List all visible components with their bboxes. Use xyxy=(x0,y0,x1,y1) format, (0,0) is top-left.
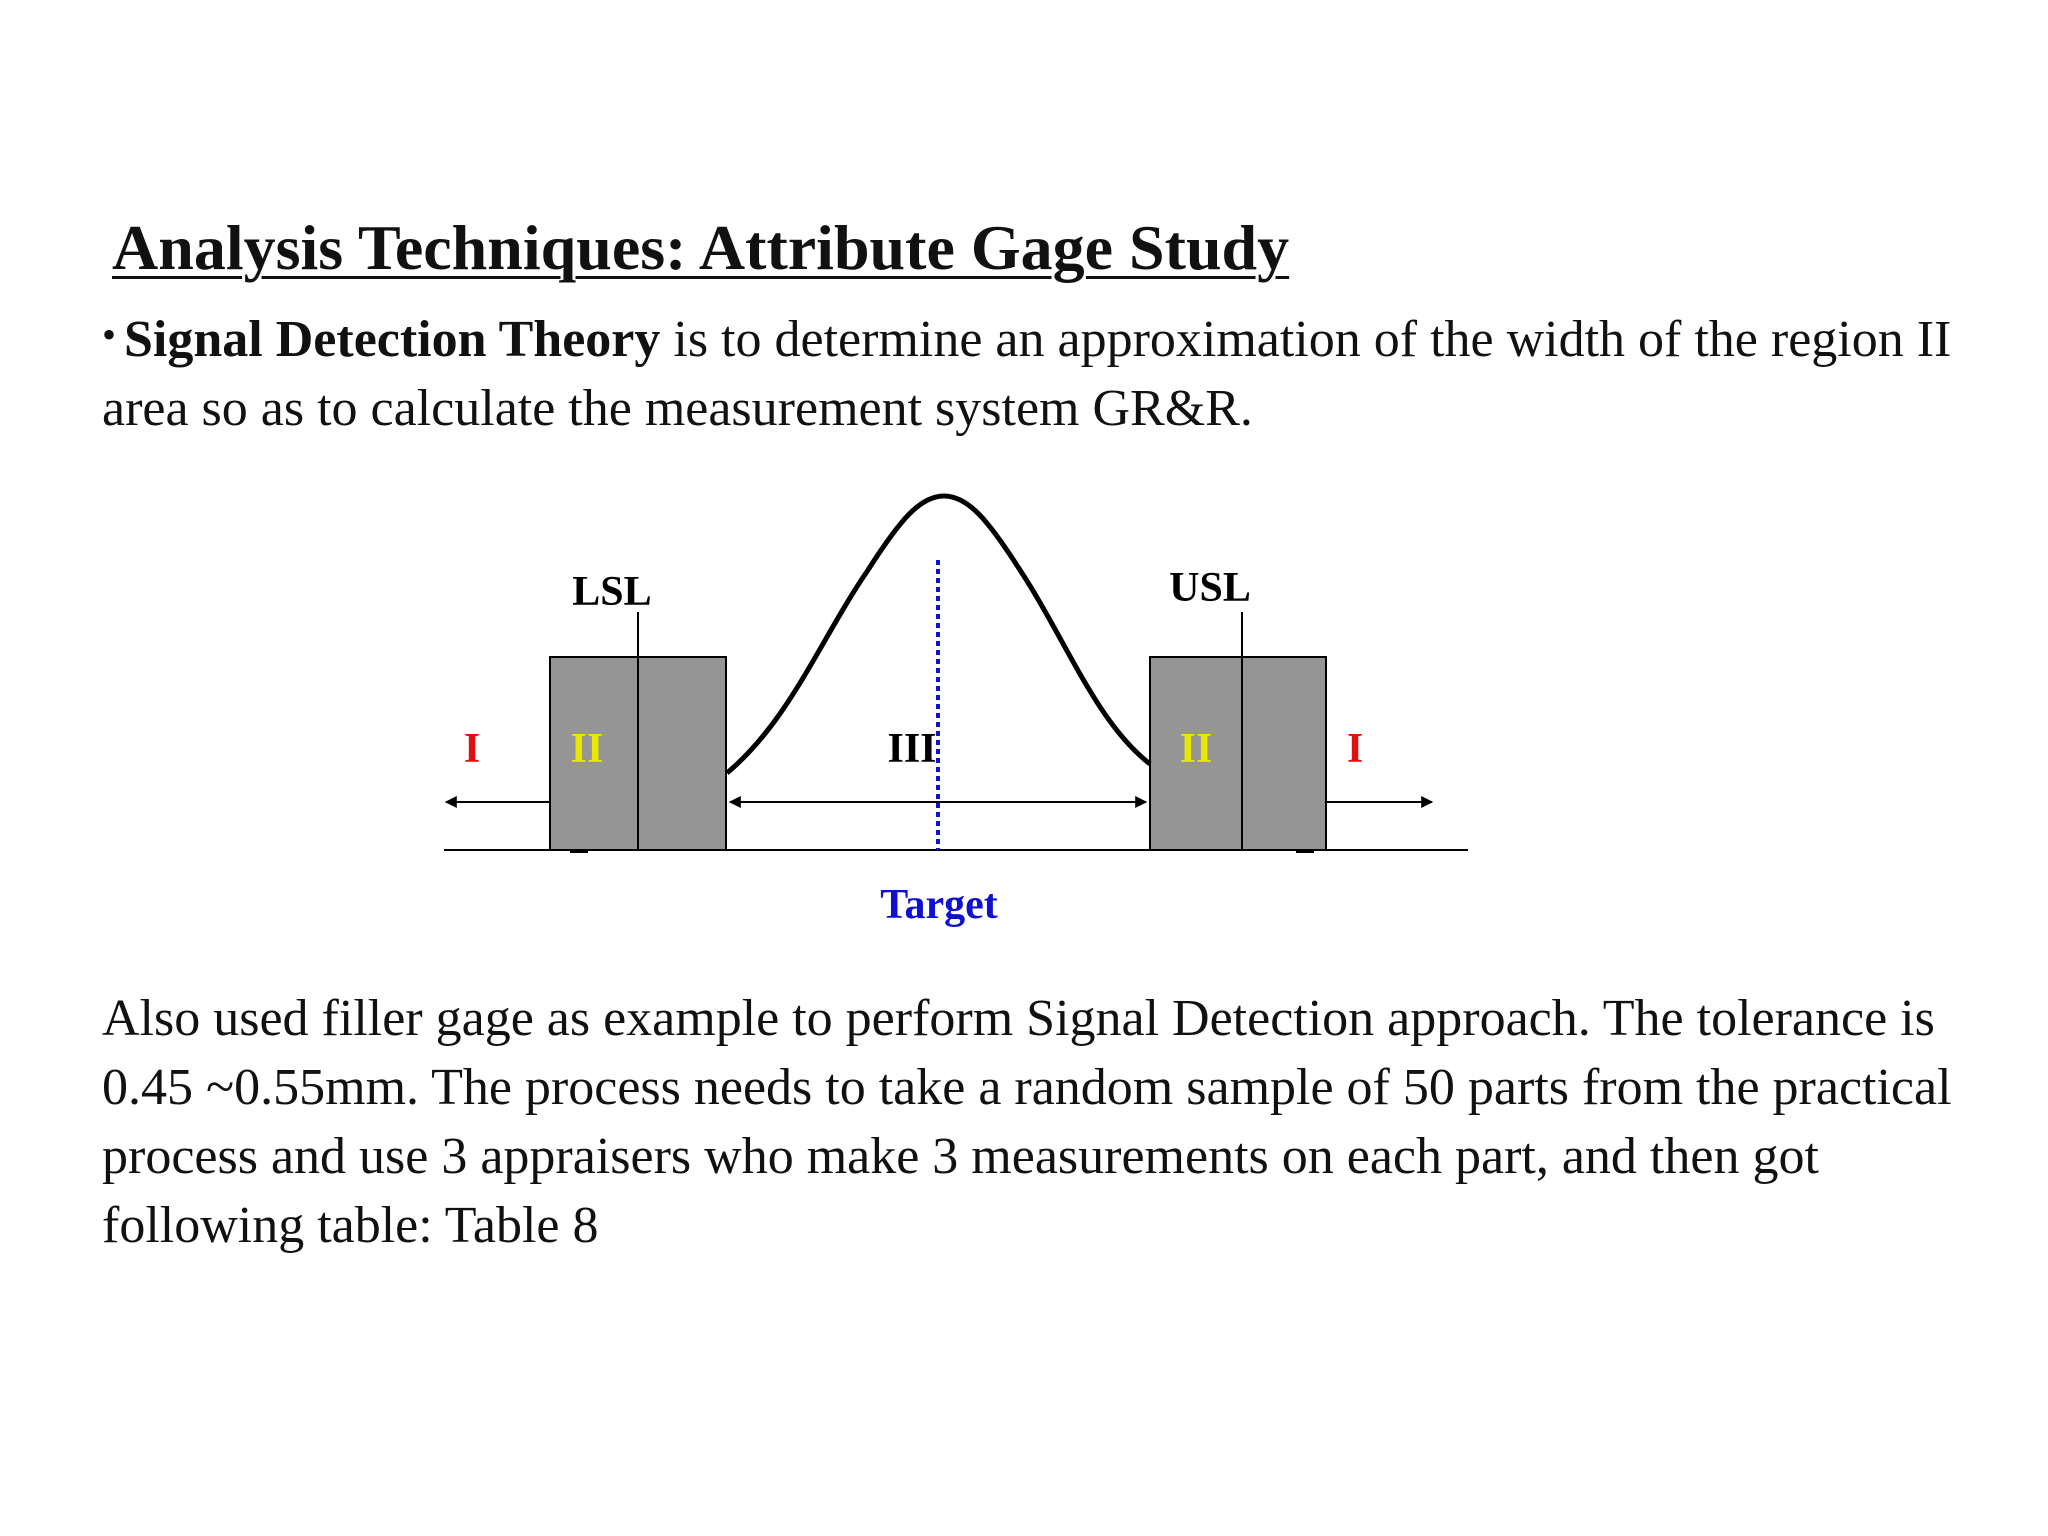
lsl-label: LSL xyxy=(572,569,652,615)
region-one-left-label: I xyxy=(463,726,481,772)
target-label: Target xyxy=(880,882,998,928)
slide-title: Analysis Techniques: Attribute Gage Study xyxy=(112,212,1290,283)
region-one-right-label: I xyxy=(1346,726,1364,772)
bullet-term: Signal Detection Theory xyxy=(124,311,661,368)
region-three-label: III xyxy=(887,726,937,772)
usl-region-two-box xyxy=(1150,657,1326,850)
body-paragraph: Also used filler gage as example to perform Signal Detection approach. The tolerance is 0.45 ~0.55mm. The process needs to take a random sample of 50 parts from the practical process and use 3 appraisers who make 3 measurements on each part, and then got following table: Table 8 xyxy=(102,990,1952,1254)
region-two-left-label: II xyxy=(570,726,604,772)
bullet-marker: • xyxy=(102,312,117,357)
usl-label: USL xyxy=(1169,565,1251,611)
region-two-right-label: II xyxy=(1179,726,1213,772)
bullet-text: is to determine an approximation of the width of the region II area so as to calculate the measurement system GR&R. xyxy=(102,311,1952,437)
